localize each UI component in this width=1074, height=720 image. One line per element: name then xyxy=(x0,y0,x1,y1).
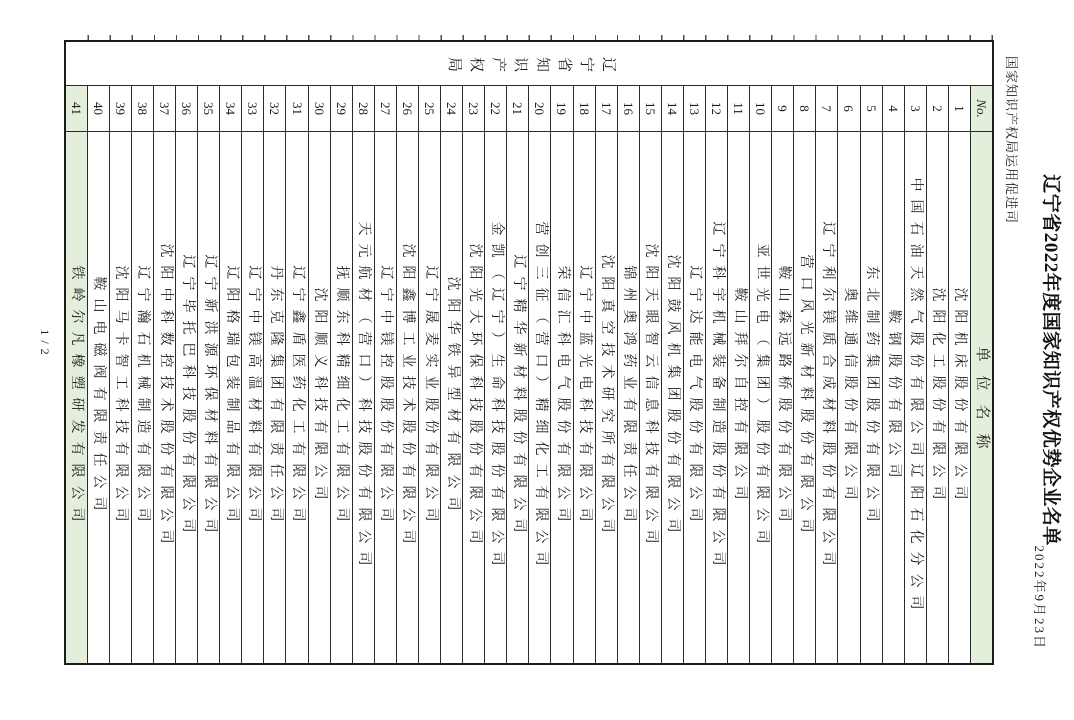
document-date: 2022年9月23日 xyxy=(1032,545,1047,650)
row-number-cell: 9 xyxy=(772,86,793,132)
row-number-cell: 11 xyxy=(728,86,749,132)
table-row xyxy=(815,86,837,663)
table-row xyxy=(286,86,308,663)
company-name-cell: 鞍钢股份有限公司 xyxy=(886,309,902,486)
company-name-cell: 辽宁新洪源环保材料有限公司 xyxy=(201,254,217,541)
row-number-cell: 3 xyxy=(905,86,926,132)
company-name-cell: 丹东克隆集团有限责任公司 xyxy=(267,265,283,530)
company-name-cell: 辽宁瀚石机械制造有限公司 xyxy=(135,265,151,530)
table-row xyxy=(904,86,926,663)
company-name-cell: 辽宁精华新材料股份有限公司 xyxy=(510,254,526,541)
company-name-cell: 沈阳鑫博工业技术股份有限公司 xyxy=(400,243,416,552)
row-number-cell: 22 xyxy=(485,86,506,132)
table-row xyxy=(66,86,87,663)
table-row xyxy=(484,86,506,663)
row-number-cell: 4 xyxy=(883,86,904,132)
table-row xyxy=(639,86,661,663)
row-number-cell: 35 xyxy=(198,86,219,132)
company-name-cell: 辽宁利尔镁质合成材料股份有限公司 xyxy=(819,221,835,574)
row-number-cell: 32 xyxy=(264,86,285,132)
company-name-cell: 沈阳天眼智云信息科技有限公司 xyxy=(643,243,659,552)
column-header-no: No. xyxy=(971,86,992,132)
company-name-cell: 沈阳机床股份有限公司 xyxy=(952,287,968,508)
table-row xyxy=(87,86,109,663)
company-name-cell: 辽宁毕托巴科技股份有限公司 xyxy=(179,254,195,541)
table-row xyxy=(617,86,639,663)
company-name-cell: 辽阳格瑞包装制品有限公司 xyxy=(223,265,239,530)
table-row xyxy=(926,86,948,663)
row-number-cell: 27 xyxy=(375,86,396,132)
row-number-cell: 10 xyxy=(750,86,771,132)
row-number-cell: 25 xyxy=(419,86,440,132)
company-name-cell: 辽宁中镁高温材料有限公司 xyxy=(245,265,261,530)
row-number-cell: 18 xyxy=(574,86,595,132)
company-name-cell: 金凯（辽宁）生命科技股份有限公司 xyxy=(488,221,504,574)
row-number-cell: 29 xyxy=(331,86,352,132)
table-row xyxy=(308,86,330,663)
row-number-cell: 24 xyxy=(441,86,462,132)
company-name-cell: 天元航材（营口）科技股份有限公司 xyxy=(356,221,372,574)
company-name-cell: 鞍山拜尔自控有限公司 xyxy=(731,287,747,508)
table-row xyxy=(109,86,131,663)
table-row xyxy=(528,86,550,663)
table-row xyxy=(705,86,727,663)
table-row xyxy=(683,86,705,663)
table-row xyxy=(573,86,595,663)
row-number-cell: 40 xyxy=(88,86,109,132)
row-number-cell: 1 xyxy=(949,86,970,132)
table-row xyxy=(506,86,528,663)
company-name-cell: 营口风光新材料股份有限公司 xyxy=(797,254,813,541)
recommending-authority-cell xyxy=(66,42,992,86)
table-row xyxy=(175,86,197,663)
company-name-cell: 锦州奥鸿药业有限责任公司 xyxy=(621,265,637,530)
row-number-cell: 2 xyxy=(927,86,948,132)
company-name-cell: 沈阳真空技术研究所有限公司 xyxy=(599,254,615,541)
company-name-cell: 辽宁中镁控股股份有限公司 xyxy=(378,265,394,530)
row-number-cell: 13 xyxy=(684,86,705,132)
row-number-cell: 15 xyxy=(640,86,661,132)
company-name-cell: 辽宁达能电气股份有限公司 xyxy=(687,265,703,530)
row-number-cell: 21 xyxy=(507,86,528,132)
row-number-cell: 33 xyxy=(242,86,263,132)
company-name-cell: 辽宁科宇机械装备制造股份有限公司 xyxy=(709,221,725,574)
table-row xyxy=(860,86,882,663)
row-number-cell: 41 xyxy=(66,86,87,132)
table-row xyxy=(837,86,859,663)
row-number-cell: 38 xyxy=(132,86,153,132)
company-name-cell: 辽宁晟麦实业股份有限公司 xyxy=(422,265,438,530)
recommending-authority-label: 辽宁省知识产权局 xyxy=(441,55,617,71)
row-number-cell: 5 xyxy=(861,86,882,132)
company-name-cell: 沈阳中科数控技术股份有限公司 xyxy=(157,243,173,552)
row-number-cell: 26 xyxy=(397,86,418,132)
row-number-cell: 7 xyxy=(816,86,837,132)
table-row xyxy=(418,86,440,663)
company-name-cell: 辽宁鑫盾医药化工有限公司 xyxy=(290,265,306,530)
company-name-cell: 沈阳华铁异型材有限公司 xyxy=(444,276,460,519)
table-row xyxy=(396,86,418,663)
company-name-cell: 沈阳顺义科技有限公司 xyxy=(312,287,328,508)
company-name-cell: 沈阳化工股份有限公司 xyxy=(930,287,946,508)
table-row xyxy=(153,86,175,663)
page-title: 辽宁省2022年度国家知识产权优势企业名单 xyxy=(1040,174,1061,546)
table-header-row xyxy=(970,86,992,663)
table-row xyxy=(882,86,904,663)
company-name-cell: 荣信汇科电气股份有限公司 xyxy=(554,265,570,530)
table-row xyxy=(440,86,462,663)
row-number-cell: 14 xyxy=(662,86,683,132)
company-name-cell: 亚世光电（集团）股份有限公司 xyxy=(753,243,769,552)
company-name-cell: 辽宁中蓝光电科技有限公司 xyxy=(577,265,593,530)
table-row xyxy=(661,86,683,663)
row-number-cell: 39 xyxy=(110,86,131,132)
row-number-cell: 23 xyxy=(463,86,484,132)
row-number-cell: 8 xyxy=(794,86,815,132)
company-name-cell: 营创三征（营口）精细化工有限公司 xyxy=(532,221,548,574)
row-number-cell: 37 xyxy=(154,86,175,132)
company-name-cell: 沈阳光大环保科技股份有限公司 xyxy=(466,243,482,552)
row-number-cell: 17 xyxy=(596,86,617,132)
row-number-cell: 30 xyxy=(309,86,330,132)
page-number: 1 / 2 xyxy=(38,329,52,356)
column-header-name: 单位名称 xyxy=(971,132,992,663)
company-name-cell: 铁岭尔凡橡塑研发有限公司 xyxy=(66,132,87,663)
table-row xyxy=(727,86,749,663)
table-grid xyxy=(66,86,992,663)
company-name-cell: 沈阳马卡智工科技有限公司 xyxy=(113,265,129,530)
table-row xyxy=(197,86,219,663)
company-name-cell: 抚顺东科精细化工有限公司 xyxy=(334,265,350,530)
row-number-cell: 36 xyxy=(176,86,197,132)
company-name-cell: 沈阳鼓风机集团股份有限公司 xyxy=(665,254,681,541)
table-row xyxy=(241,86,263,663)
table-row xyxy=(352,86,374,663)
row-number-cell: 31 xyxy=(287,86,308,132)
row-number-cell: 34 xyxy=(220,86,241,132)
company-name-cell: 东北制药集团股份有限公司 xyxy=(864,265,880,530)
company-name-cell: 鞍山电磁阀有限责任公司 xyxy=(91,276,107,519)
row-number-cell: 20 xyxy=(529,86,550,132)
table-row xyxy=(374,86,396,663)
company-name-cell: 奥维通信股份有限公司 xyxy=(842,287,857,508)
row-number-cell: 28 xyxy=(353,86,374,132)
table-row xyxy=(131,86,153,663)
issuing-department-line: 国家知识产权局运用促进司 xyxy=(1004,56,1019,225)
row-number-cell: 6 xyxy=(838,86,859,132)
table-row xyxy=(219,86,241,663)
table-row xyxy=(749,86,771,663)
table-row xyxy=(948,86,970,663)
table-row xyxy=(771,86,793,663)
row-number-cell: 16 xyxy=(618,86,639,132)
row-number-cell: 12 xyxy=(706,86,727,132)
company-name-cell: 鞍山森远路桥股份有限公司 xyxy=(775,265,791,530)
table-row xyxy=(595,86,617,663)
table-row xyxy=(462,86,484,663)
table-row xyxy=(793,86,815,663)
table-row xyxy=(263,86,285,663)
table-row xyxy=(550,86,572,663)
row-number-cell: 19 xyxy=(551,86,572,132)
table-row xyxy=(330,86,352,663)
company-name-cell: 中国石油天然气股份有限公司辽阳石化分公司 xyxy=(908,177,924,618)
enterprise-table xyxy=(64,40,994,665)
